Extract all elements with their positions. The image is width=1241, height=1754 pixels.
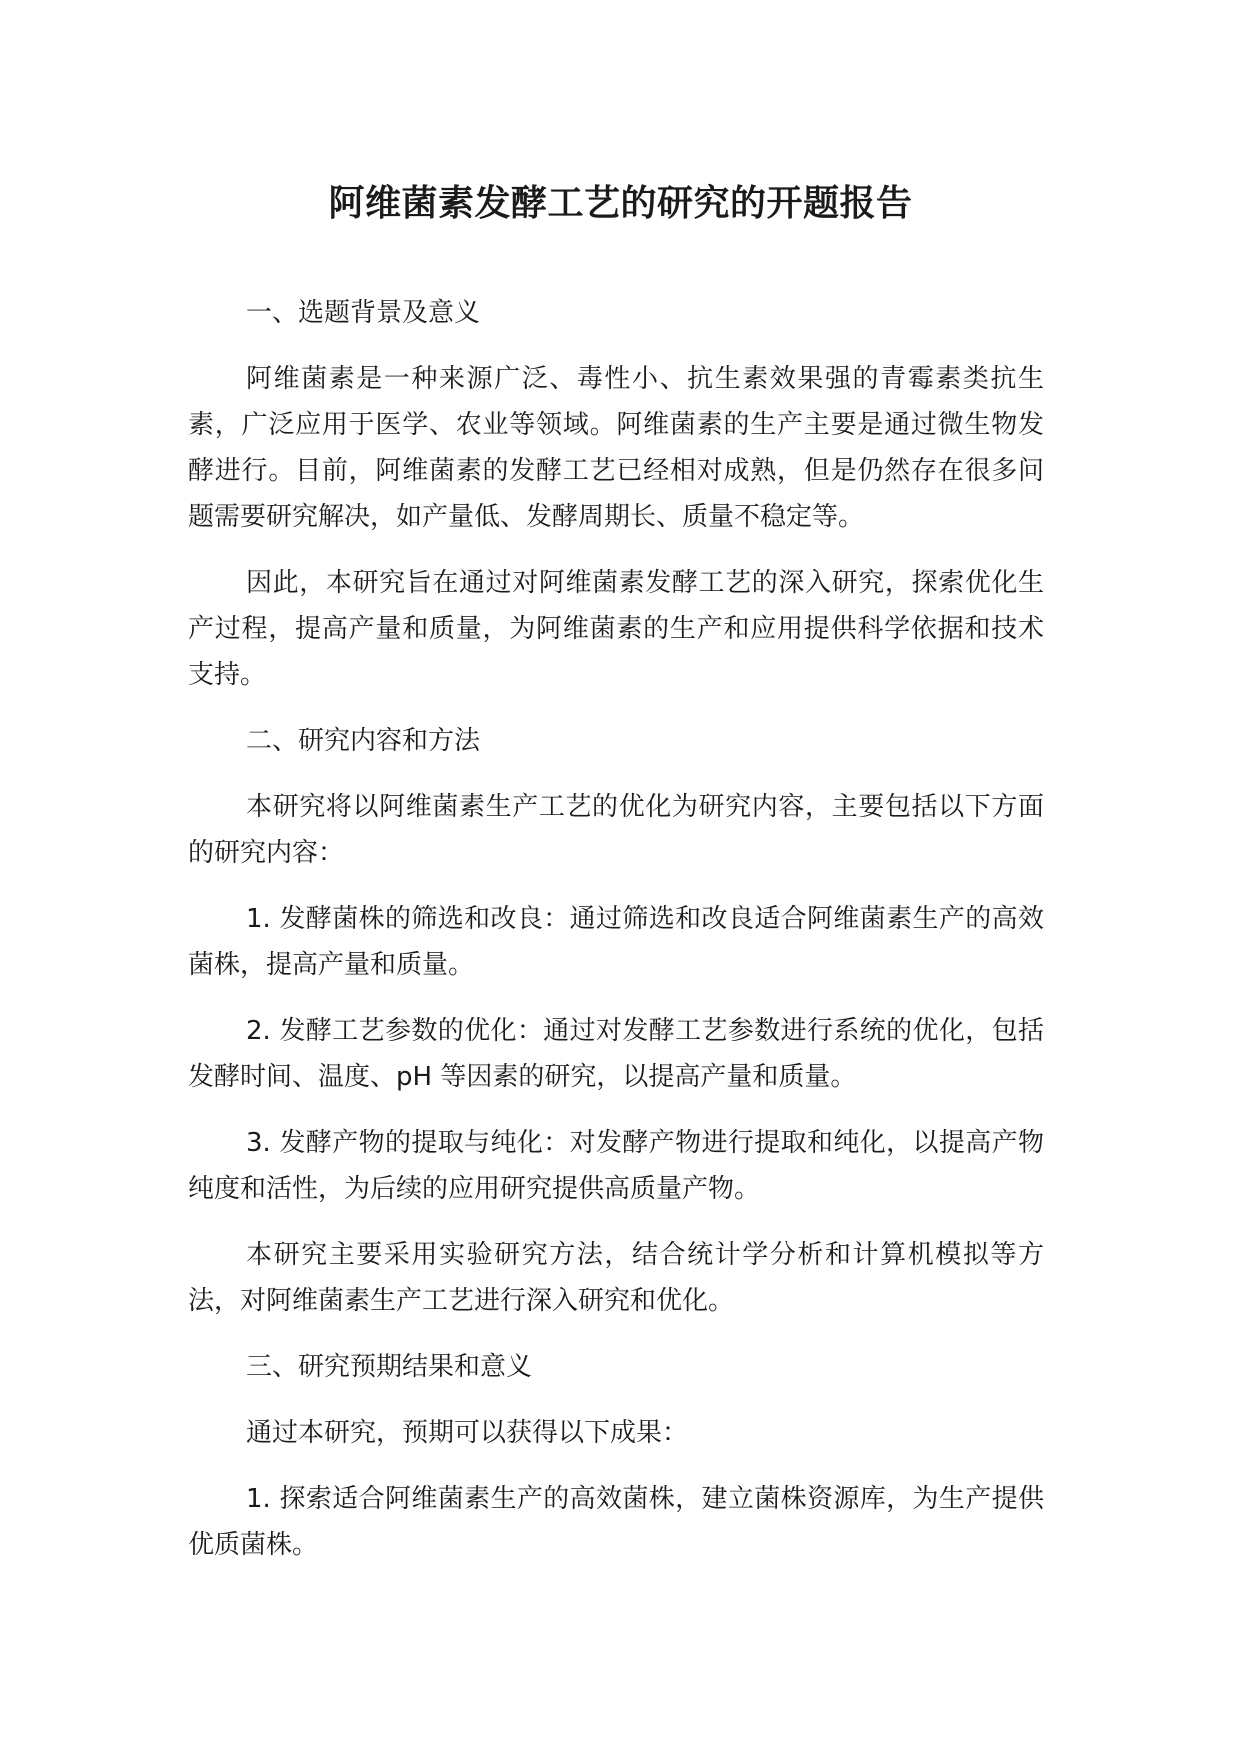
list-item-parameter-optimization: 2. 发酵工艺参数的优化：通过对发酵工艺参数进行系统的优化，包括发酵时间、温度、pH 等因素的研究，以提高产量和质量。 xyxy=(188,1016,1044,1092)
document-title: 阿维菌素发酵工艺的研究的开题报告 xyxy=(328,183,913,224)
paragraph-content-intro: 本研究将以阿维菌素生产工艺的优化为研究内容，主要包括以下方面的研究内容： xyxy=(188,792,1044,868)
paragraph-methods: 本研究主要采用实验研究方法，结合统计学分析和计算机模拟等方法，对阿维菌素生产工艺进行深入研究和优化。 xyxy=(188,1240,1044,1316)
paragraph-background: 阿维菌素是一种来源广泛、毒性小、抗生素效果强的青霉素类抗生素，广泛应用于医学、农业等领域。阿维菌素的生产主要是通过微生物发酵进行。目前，阿维菌素的发酵工艺已经相对成熟，但是仍然存在很多问题需要研究解决，如产量低、发酵周期长、质量不稳定等。 xyxy=(188,364,1044,532)
list-item-extraction-purification: 3. 发酵产物的提取与纯化：对发酵产物进行提取和纯化，以提高产物纯度和活性，为后续的应用研究提供高质量产物。 xyxy=(188,1128,1044,1204)
paragraph-results-intro: 通过本研究，预期可以获得以下成果： xyxy=(246,1418,689,1448)
section-heading-background: 一、选题背景及意义 xyxy=(246,298,481,328)
paragraph-purpose: 因此，本研究旨在通过对阿维菌素发酵工艺的深入研究，探索优化生产过程，提高产量和质量，为阿维菌素的生产和应用提供科学依据和技术支持。 xyxy=(188,568,1044,690)
list-item-strain-screening: 1. 发酵菌株的筛选和改良：通过筛选和改良适合阿维菌素生产的高效菌株，提高产量和质量。 xyxy=(188,904,1044,980)
list-item-strain-library: 1. 探索适合阿维菌素生产的高效菌株，建立菌株资源库，为生产提供优质菌株。 xyxy=(188,1484,1044,1560)
section-heading-content-methods: 二、研究内容和方法 xyxy=(246,726,481,756)
document-body xyxy=(188,290,1044,1588)
section-heading-expected-results: 三、研究预期结果和意义 xyxy=(246,1352,533,1382)
